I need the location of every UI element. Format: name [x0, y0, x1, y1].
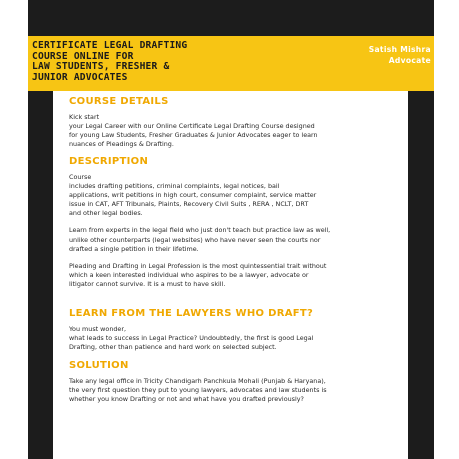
- description-paragraph-1: Course includes drafting petitions, criminal complaints, legal notices, bail applications, writ petitions in high court, consumer complaint, service matter issue in CAT, AFT Tribunals, Plaints, Recovery Civil Suits , RERA , NCLT, DRT and other legal bodies.: [69, 173, 317, 218]
- solution-heading: SOLUTION: [69, 360, 129, 371]
- learn-heading: LEARN FROM THE LAWYERS WHO DRAFT?: [69, 308, 314, 319]
- description-paragraph-2: Learn from experts in the legal field who just don't teach but practice law as well, unlike other counterparts (legal websites) who have never seen the courts nor drafted a single petition in their lifetime.: [69, 226, 331, 253]
- solution-body: [69, 377, 404, 404]
- author-name: Satish Mishra Advocate: [368, 45, 431, 65]
- course-details-section: [69, 96, 404, 149]
- course-details-heading: COURSE DETAILS: [69, 96, 169, 107]
- solution-text: Take any legal office in Tricity Chandigarh Panchkula Mohali (Punjab & Haryana), the very first question they put to young lawyers, advocates and law students is whether you know Drafting or not and what have you drafted previously?: [69, 377, 327, 404]
- learn-section: [69, 308, 404, 352]
- course-details-text: Kick start your Legal Career with our Online Certificate Legal Drafting Course designed for young Law Students, Fresher Graduates & Junior Advocates eager to learn nuances of Pleadings & Drafting.: [69, 113, 318, 149]
- description-heading: DESCRIPTION: [69, 156, 149, 167]
- description-section: [69, 156, 404, 289]
- description-body: [69, 173, 404, 289]
- solution-section: [69, 360, 404, 404]
- description-paragraph-3: Pleading and Drafting in Legal Profession is the most quintessential trait without which a keen interested individual who aspires to be a lawyer, advocate or litigator cannot survive. It is a must to have skill.: [69, 261, 327, 288]
- learn-body: [69, 325, 404, 352]
- learn-text: You must wonder, what leads to success in Legal Practice? Undoubtedly, the first is good Legal Drafting, other than patience and hard work on selected subject.: [69, 325, 314, 352]
- course-title: CERTIFICATE LEGAL DRAFTING COURSE ONLINE FOR LAW STUDENTS, FRESHER & JUNIOR ADVOCATES: [32, 40, 188, 83]
- course-details-body: [69, 113, 404, 149]
